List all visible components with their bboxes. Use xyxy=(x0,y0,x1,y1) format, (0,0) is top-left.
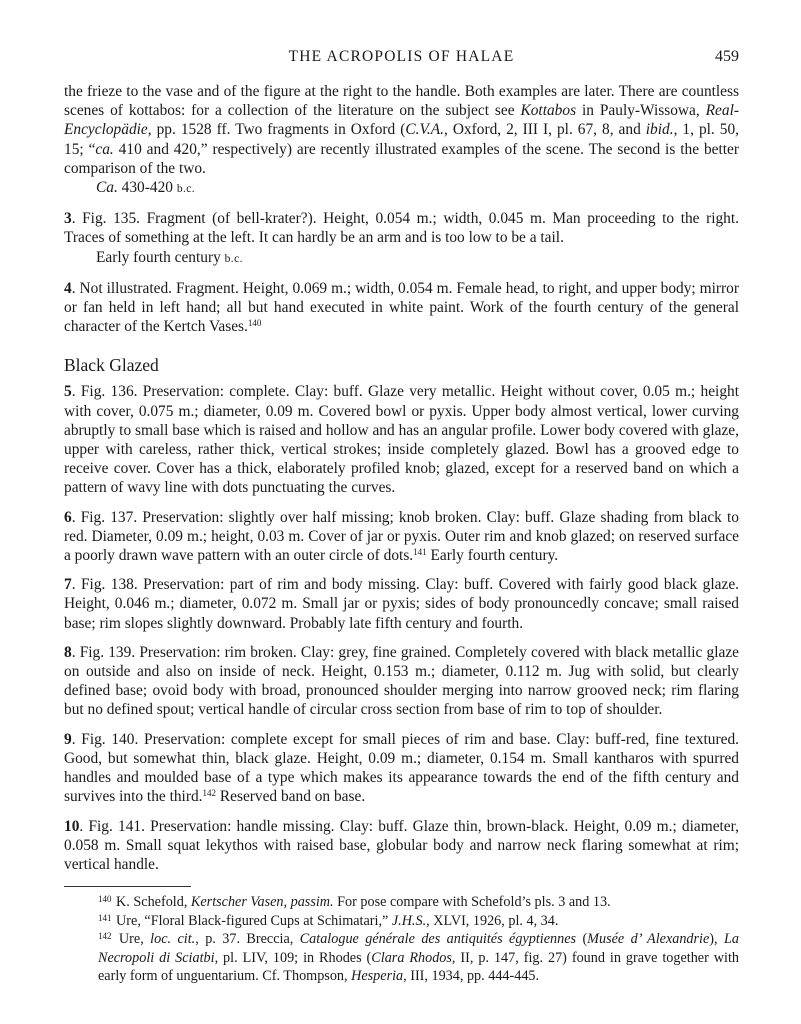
text: , Oxford, 2, III I, pl. 67, 8, and xyxy=(443,121,646,139)
text: , pl. LIV, 109; in Rhodes ( xyxy=(214,949,372,966)
entry-text: Early fourth century. xyxy=(426,547,559,565)
text: 430-420 xyxy=(117,179,177,197)
footnote-ref[interactable]: 141 xyxy=(413,547,427,558)
text: in Pauly-Wissowa, xyxy=(576,102,706,120)
entry-number: 5 xyxy=(64,383,72,401)
small-caps-text: b.c. xyxy=(176,183,196,196)
italic-text: Ca. xyxy=(96,179,118,197)
italic-text: Clara Rhodos xyxy=(371,949,452,966)
entry-number: 7 xyxy=(64,576,72,594)
footnote-number: 142 xyxy=(98,931,112,942)
text: For pose compare with Schefold’s pls. 3 and 13. xyxy=(333,894,611,911)
italic-text: Real-Encyclopädie xyxy=(64,102,739,139)
date-line xyxy=(64,248,739,269)
text: , III, 1934, pp. 444-445. xyxy=(403,968,540,985)
italic-text: ca. xyxy=(95,140,114,158)
text: 410 and 420,” respectively) are recently illustrated examples of the scene. The second is the better comparison of the two. xyxy=(64,140,739,177)
catalogue-entry-9 xyxy=(64,730,739,807)
footnote-divider xyxy=(64,886,191,887)
italic-text: J.H.S. xyxy=(391,912,427,929)
page-number: 459 xyxy=(715,48,739,65)
entry-text: . Fig. 137. Preservation: slightly over half missing; knob broken. Clay: buff. Glaze shading from black to red. Diameter, 0.09 m.; height, 0.03 m. Cover of jar or pyxis. Outer rim and knob glazed; on reserved surface a poorly drawn wave pattern with an outer circle of dots. xyxy=(64,508,739,565)
continuation-paragraph xyxy=(64,82,739,178)
footnote-142 xyxy=(64,930,739,986)
entry-number: 6 xyxy=(64,508,72,526)
entry-number: 9 xyxy=(64,730,72,748)
italic-text: ibid. xyxy=(645,121,674,139)
text: , p. 37. Breccia, xyxy=(195,931,300,948)
italic-text: Musée d’ Alexandrie xyxy=(587,931,710,948)
footnote-ref[interactable]: 140 xyxy=(247,318,262,329)
text: ), xyxy=(709,931,724,948)
text: Ure, xyxy=(112,931,151,948)
entry-text: . Fig. 141. Preservation: handle missing. Clay: buff. Glaze thin, brown-black. Height, 0.09 m.; diameter, 0.058 m. Small squat lekythos with raised base, globular body and narrow neck flaring somewhat at rim; vertical handle. xyxy=(64,817,739,873)
italic-text: La Necropoli di Sciatbi xyxy=(98,931,739,966)
text: K. Schefold, xyxy=(112,894,191,911)
italic-text: C.V.A. xyxy=(405,121,444,139)
entry-text: Reserved band on base. xyxy=(216,788,366,806)
text: ( xyxy=(576,931,588,948)
page-header xyxy=(64,44,739,68)
entry-number: 8 xyxy=(64,643,72,661)
text: , XLVI, 1926, pl. 4, 34. xyxy=(426,912,559,929)
footnote-number: 140 xyxy=(98,894,112,905)
catalogue-entry-4 xyxy=(64,279,739,337)
footnote-ref[interactable]: 142 xyxy=(202,788,217,799)
italic-text: loc. cit. xyxy=(150,931,196,948)
small-caps-text: b.c. xyxy=(224,252,243,265)
text: Ure, “Floral Black-figured Cups at Schimatari,” xyxy=(112,912,392,929)
text: , II, p. 147, fig. 27) found in grave together with early form of unguentarium. Cf. Thompson, xyxy=(98,949,739,985)
section-heading: Black Glazed xyxy=(64,355,159,376)
entry-number: 4 xyxy=(64,279,72,297)
footnote-141 xyxy=(64,912,739,931)
text: the frieze to the vase and of the figure at the right to the handle. Both examples are later. There are countless scenes of kottabos: for a collection of the literature on the subject see xyxy=(64,83,739,120)
catalogue-entry-5 xyxy=(64,382,739,497)
italic-text: Catalogue générale des antiquités égyptiennes xyxy=(299,931,577,948)
italic-text: Hesperia xyxy=(351,968,404,985)
entry-number: 10 xyxy=(64,817,80,835)
catalogue-entry-7 xyxy=(64,575,739,633)
page xyxy=(64,44,739,986)
entry-text: . Fig. 135. Fragment (of bell-krater?). Height, 0.054 m.; width, 0.045 m. Man proceeding to the right. Traces of something at the left. It can hardly be an arm and is too low to be a tail. xyxy=(64,210,739,247)
text: , 1, pl. 50, 15; “ xyxy=(64,121,740,158)
entry-number: 3 xyxy=(64,210,72,228)
catalogue-entry-10 xyxy=(64,817,739,875)
italic-text: Kottabos xyxy=(520,102,577,120)
footnote-140 xyxy=(64,893,739,912)
entry-text: . Fig. 136. Preservation: complete. Clay: buff. Glaze very metallic. Height without cover, 0.05 m.; height with cover, 0.075 m.; diameter, 0.09 m. Covered bowl or pyxis. Upper body almost vertical, lower curving abruptly to small base which is raised and hollow and has an angular profile. Lower body covered with glaze, upper with careless, rather thick, vertical strokes; inside completely glazed. Bowl has a grooved edge to receive cover. Cover has a thick, elaborately profiled knob; glazed, except for a reserved band on which a pattern of wavy line with dots punctuating the curves. xyxy=(64,383,739,497)
catalogue-entry-3 xyxy=(64,209,739,247)
text: , pp. 1528 ff. Two fragments in Oxford ( xyxy=(147,121,406,139)
footnote-number: 141 xyxy=(98,912,112,923)
catalogue-entry-8 xyxy=(64,643,739,720)
running-head: THE ACROPOLIS OF HALAE xyxy=(288,48,515,65)
catalogue-entry-6 xyxy=(64,508,739,566)
text: Early fourth century xyxy=(96,248,225,266)
entry-text: . Fig. 140. Preservation: complete except for small pieces of rim and base. Clay: buff-red, fine textured. Good, but somewhat thin, black glaze. Height, 0.09 m.; diameter, 0.154 m. Small kantharos with spurred handles and moulded base of a type which makes its appearance towards the end of the fifth century and survives into the third. xyxy=(64,730,739,806)
entry-text: . Fig. 138. Preservation: part of rim and body missing. Clay: buff. Covered with fairly good black glaze. Height, 0.046 m.; diameter, 0.072 m. Small jar or pyxis; sides of body pronouncedly concave; small raised base; rim slopes slightly downward. Probably late fifth century and fourth. xyxy=(64,576,739,632)
entry-text: . Not illustrated. Fragment. Height, 0.069 m.; width, 0.054 m. Female head, to right, and upper body; mirror or fan held in left hand; all but hand executed in white paint. Work of the fourth century of the general character of the Kertch Vases. xyxy=(64,279,739,336)
italic-text: Kertscher Vasen, passim. xyxy=(190,894,334,911)
date-line xyxy=(64,178,739,199)
entry-text: . Fig. 139. Preservation: rim broken. Clay: grey, fine grained. Completely covered with black metallic glaze on outside and also on inside of neck. Height, 0.153 m.; diameter, 0.112 m. Jug with solid, but clearly defined base; ovoid body with broad, pronounced shoulder merging into narrow grooved neck; rim flaring but no defined spout; vertical handle of circular cross section from base of rim to top of shoulder. xyxy=(64,643,739,719)
